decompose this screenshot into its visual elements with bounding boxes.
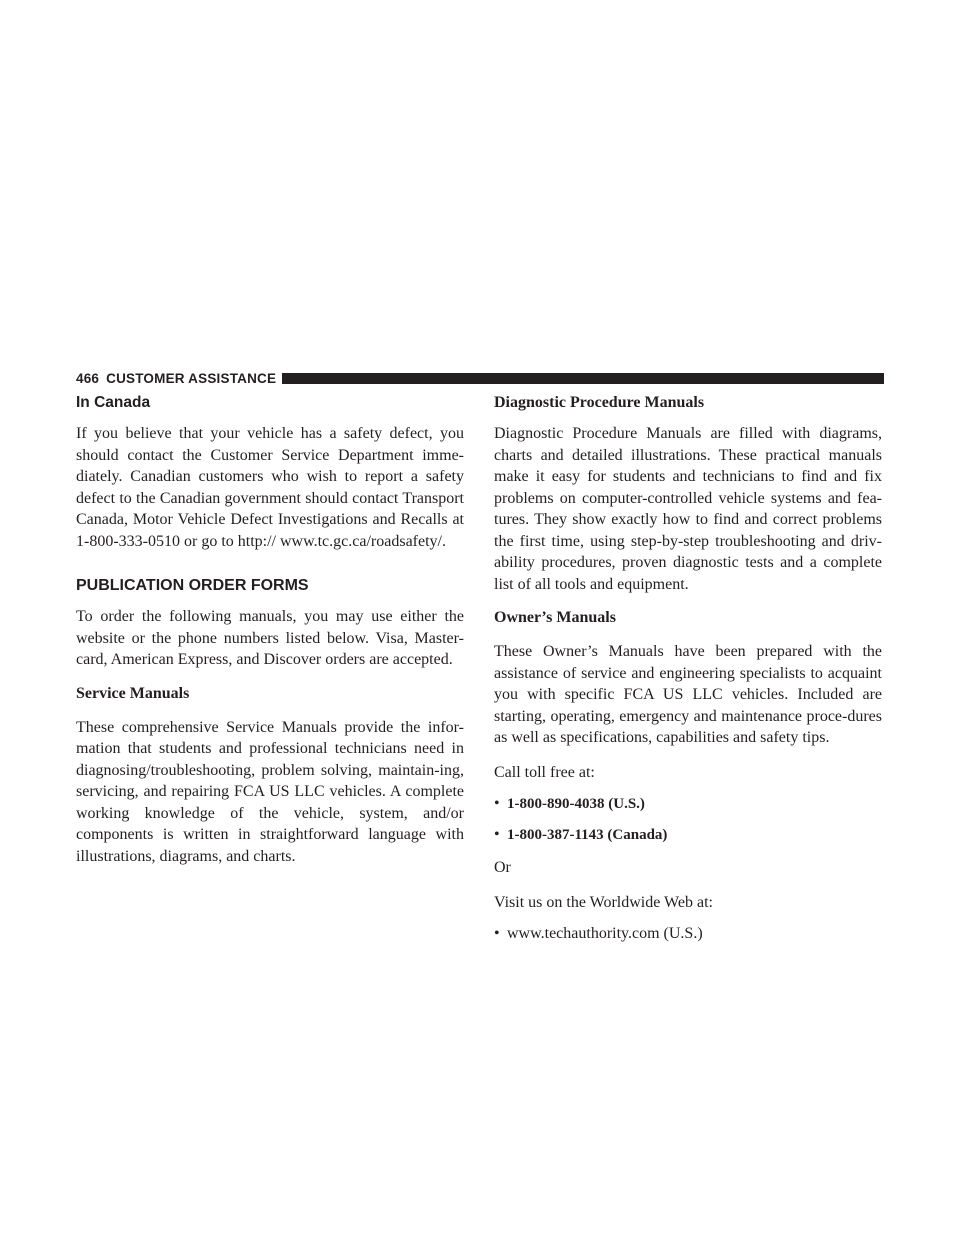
owners-manuals-heading: Owner’s Manuals (494, 609, 616, 626)
canada-paragraph: If you believe that your vehicle has a safety defect, you should contact the Customer Service Department imme-diately. Canadian customers who wish to report a safety defect to the Canadian government should contact Transport Canada, Motor Vehicle Defect Investigations and Recalls at 1-800-333-0510 or go to http:// www.tc.gc.ca/roadsafety/. (76, 425, 464, 550)
phone-us: 1-800-890-4038 (U.S.) (507, 796, 645, 812)
section-title: CUSTOMER ASSISTANCE (106, 370, 277, 386)
or-text: Or (494, 859, 511, 876)
diagnostic-paragraph: Diagnostic Procedure Manuals are filled with diagrams, charts and detailed illustrations. These practical manuals make it easy for students and technicians to find and fix problems on computer-controlled vehicle systems and fea-tures. They show exactly how to find and correct problems the first time, using step-by-step troubleshooting and driv-ability procedures, proven diagnostic tests and a complete list of all tools and equipment. (494, 425, 882, 593)
list-item (494, 793, 882, 816)
diagnostic-heading: Diagnostic Procedure Manuals (494, 394, 705, 411)
visit-web-text: Visit us on the Worldwide Web at: (494, 893, 713, 911)
bullet-icon: • (494, 925, 500, 942)
website-link[interactable]: www.techauthority.com (U.S.) (507, 925, 703, 942)
phone-list (494, 793, 882, 846)
call-toll-free-text: Call toll free at: (494, 763, 595, 781)
phone-canada: 1-800-387-1143 (Canada) (507, 826, 668, 843)
service-manuals-heading: Service Manuals (76, 684, 190, 702)
bullet-icon: • (494, 825, 500, 843)
service-manuals-paragraph: These comprehensive Service Manuals provide the infor-mation that students and professional technicians need in diagnosing/troubleshooting, problem solving, maintain-ing, servicing, and repairing FCA US LLC vehicles. A complete working knowledge of the vehicle, system, and/or components is written in straightforward language with illustrations, diagrams, and charts. (76, 718, 464, 865)
list-item (494, 824, 882, 847)
owners-manuals-paragraph: These Owner’s Manuals have been prepared with the assistance of service and engineering specialists to acquaint you with specific FCA US LLC vehicles. Included are starting, operating, emergency and maintenance proce-dures as well as specifications, capabilities and safety tips. (494, 643, 882, 746)
left-column (76, 393, 464, 867)
canada-heading: In Canada (76, 394, 151, 411)
header-rule (282, 373, 884, 384)
web-list (494, 923, 882, 945)
publication-heading: PUBLICATION ORDER FORMS (76, 577, 309, 594)
list-item (494, 923, 882, 945)
bullet-icon: • (494, 795, 500, 812)
publication-paragraph: To order the following manuals, you may use either the website or the phone numbers listed below. Visa, Master-card, American Express, and Discover orders are accepted. (76, 608, 464, 668)
page-number: 466 (76, 370, 100, 386)
page-header (76, 370, 884, 386)
right-column (494, 393, 882, 953)
